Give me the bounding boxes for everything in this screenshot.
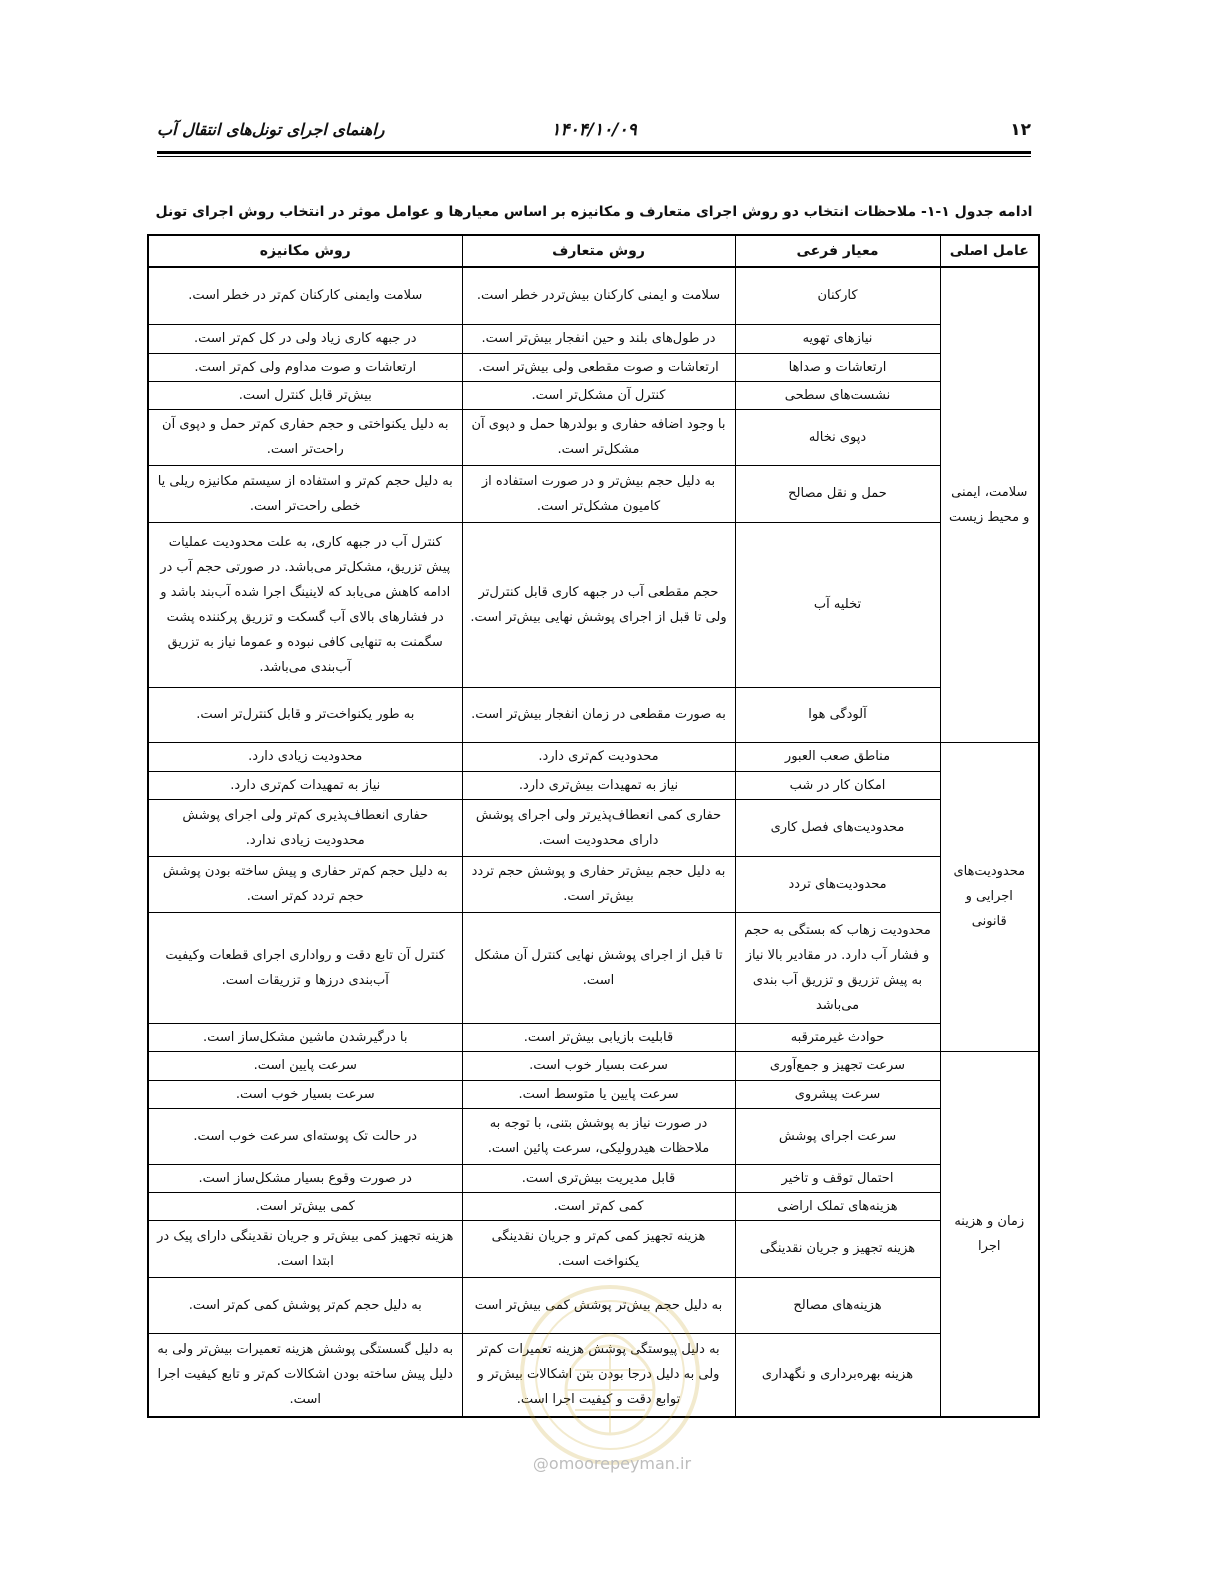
- table-row: [148, 742, 1039, 771]
- main-factor-cell: محدودیت‌های اجرایی و قانونی: [940, 742, 1039, 1051]
- table-row: [148, 465, 1039, 522]
- sub-criterion-cell: ارتعاشات و صداها: [735, 353, 940, 381]
- sub-criterion-cell: دپوی نخاله: [735, 409, 940, 465]
- table-row: [148, 1220, 1039, 1277]
- page-number: ۱۲: [1010, 120, 1031, 140]
- mechanized-cell: به دلیل حجم کم‌تر و استفاده از سیستم مکانیزه ریلی یا خطی راحت‌تر است.: [148, 465, 462, 522]
- header-date: ۱۴۰۴/۱۰/۰۹: [551, 120, 637, 140]
- conventional-cell: با وجود اضافه حفاری و بولدرها حمل و دپوی آن مشکل‌تر است.: [462, 409, 735, 465]
- mechanized-cell: به دلیل حجم کم‌تر حفاری و پیش ساخته بودن پوشش حجم تردد کم‌تر است.: [148, 856, 462, 912]
- conventional-cell: محدودیت کم‌تری دارد.: [462, 742, 735, 771]
- mechanized-cell: حفاری انعطاف‌پذیری کم‌تر ولی اجرای پوشش محدودیت زیادی ندارد.: [148, 799, 462, 856]
- watermark-text: @omoorepeyman.ir: [532, 1454, 692, 1473]
- mechanized-cell: نیاز به تمهیدات کم‌تری دارد.: [148, 771, 462, 799]
- table-row: [148, 381, 1039, 409]
- sub-criterion-cell: هزینه تجهیز و جریان نقدینگی: [735, 1220, 940, 1277]
- table-row: [148, 912, 1039, 1023]
- mechanized-cell: در جبهه کاری زیاد ولی در کل کم‌تر است.: [148, 324, 462, 353]
- mechanized-cell: هزینه تجهیز کمی بیش‌تر و جریان نقدینگی دارای پیک در ابتدا است.: [148, 1220, 462, 1277]
- conventional-cell: حفاری کمی انعطاف‌پذیرتر ولی اجرای پوشش دارای محدودیت است.: [462, 799, 735, 856]
- sub-criterion-cell: مناطق صعب العبور: [735, 742, 940, 771]
- table-row: [148, 267, 1039, 324]
- mechanized-cell: به دلیل حجم کم‌تر پوشش کمی کم‌تر است.: [148, 1277, 462, 1333]
- conventional-cell: به دلیل حجم بیش‌تر پوشش کمی بیش‌تر است: [462, 1277, 735, 1333]
- sub-criterion-cell: کارکنان: [735, 267, 940, 324]
- conventional-cell: تا قبل از اجرای پوشش نهایی کنترل آن مشکل است.: [462, 912, 735, 1023]
- sub-criterion-cell: هزینه بهره‌برداری و نگهداری: [735, 1333, 940, 1417]
- table-row: [148, 353, 1039, 381]
- table-row: [148, 1080, 1039, 1108]
- sub-criterion-cell: سرعت پیشروی: [735, 1080, 940, 1108]
- table-row: [148, 1164, 1039, 1192]
- mechanized-cell: کمی بیش‌تر است.: [148, 1192, 462, 1220]
- table-row: [148, 687, 1039, 742]
- conventional-cell: به دلیل حجم بیش‌تر و در صورت استفاده از کامیون مشکل‌تر است.: [462, 465, 735, 522]
- conventional-cell: قابلیت بازیابی بیش‌تر است.: [462, 1023, 735, 1051]
- mechanized-cell: کنترل آب در جبهه کاری، به علت محدودیت عملیات پیش تزریق، مشکل‌تر می‌باشد. در صورتی حجم آب در ادامه کاهش می‌یابد که لاینینگ اجرا شده آب‌بند باشد و در فشارهای بالای آب گسکت و تزریق پرکننده پشت سگمنت به تنهایی کافی نبوده و عموما نیاز به تزریق آب‌بندی می‌باشد.: [148, 522, 462, 687]
- table-row: [148, 522, 1039, 687]
- conventional-cell: هزینه تجهیز کمی کم‌تر و جریان نقدینگی یکنواخت است.: [462, 1220, 735, 1277]
- sub-criterion-cell: امکان کار در شب: [735, 771, 940, 799]
- conventional-cell: ارتعاشات و صوت مقطعی ولی بیش‌تر است.: [462, 353, 735, 381]
- conventional-cell: قابل مدیریت بیش‌تری است.: [462, 1164, 735, 1192]
- mechanized-cell: سلامت وایمنی کارکنان کم‌تر در خطر است.: [148, 267, 462, 324]
- conventional-cell: کمی کم‌تر است.: [462, 1192, 735, 1220]
- sub-criterion-cell: محدودیت زهاب که بستگی به حجم و فشار آب دارد. در مقادیر بالا نیاز به پیش تزریق و تزریق آب بندی می‌باشد: [735, 912, 940, 1023]
- conventional-cell: کنترل آن مشکل‌تر است.: [462, 381, 735, 409]
- header-main-factor: عامل اصلی: [940, 235, 1039, 267]
- table-header-row: [148, 235, 1039, 267]
- sub-criterion-cell: هزینه‌های تملک اراضی: [735, 1192, 940, 1220]
- mechanized-cell: به دلیل یکنواختی و حجم حفاری کم‌تر حمل و دپوی آن راحت‌تر است.: [148, 409, 462, 465]
- sub-criterion-cell: سرعت اجرای پوشش: [735, 1108, 940, 1164]
- table-row: [148, 1023, 1039, 1051]
- seal-watermark-icon: [515, 1280, 705, 1470]
- conventional-cell: به دلیل حجم بیش‌تر حفاری و پوشش حجم تردد بیش‌تر است.: [462, 856, 735, 912]
- sub-criterion-cell: حمل و نقل مصالح: [735, 465, 940, 522]
- conventional-cell: سرعت پایین یا متوسط است.: [462, 1080, 735, 1108]
- mechanized-cell: سرعت بسیار خوب است.: [148, 1080, 462, 1108]
- table-row: [148, 1108, 1039, 1164]
- mechanized-cell: کنترل آن تابع دقت و رواداری اجرای قطعات وکیفیت آب‌بندی درزها و تزریقات است.: [148, 912, 462, 1023]
- sub-criterion-cell: محدودیت‌های تردد: [735, 856, 940, 912]
- mechanized-cell: با درگیرشدن ماشین مشکل‌ساز است.: [148, 1023, 462, 1051]
- conventional-cell: در طول‌های بلند و حین انفجار بیش‌تر است.: [462, 324, 735, 353]
- header-rule-thick: [157, 151, 1031, 154]
- table-row: [148, 771, 1039, 799]
- sub-criterion-cell: نشست‌های سطحی: [735, 381, 940, 409]
- mechanized-cell: به طور یکنواخت‌تر و قابل کنترل‌تر است.: [148, 687, 462, 742]
- table-row: [148, 409, 1039, 465]
- sub-criterion-cell: سرعت تجهیز و جمع‌آوری: [735, 1051, 940, 1080]
- table-row: [148, 799, 1039, 856]
- header-conventional: روش متعارف: [462, 235, 735, 267]
- header-mechanized: روش مکانیزه: [148, 235, 462, 267]
- conventional-cell: نیاز به تمهیدات بیش‌تری دارد.: [462, 771, 735, 799]
- table-row: [148, 856, 1039, 912]
- mechanized-cell: بیش‌تر قابل کنترل است.: [148, 381, 462, 409]
- criteria-table: [147, 234, 1040, 1418]
- mechanized-cell: سرعت پایین است.: [148, 1051, 462, 1080]
- conventional-cell: سلامت و ایمنی کارکنان بیش‌تردر خطر است.: [462, 267, 735, 324]
- mechanized-cell: در حالت تک پوسته‌ای سرعت خوب است.: [148, 1108, 462, 1164]
- sub-criterion-cell: آلودگی هوا: [735, 687, 940, 742]
- sub-criterion-cell: هزینه‌های مصالح: [735, 1277, 940, 1333]
- conventional-cell: حجم مقطعی آب در جبهه کاری قابل کنترل‌تر ولی تا قبل از اجرای پوشش نهایی بیش‌تر است.: [462, 522, 735, 687]
- mechanized-cell: در صورت وقوع بسیار مشکل‌ساز است.: [148, 1164, 462, 1192]
- sub-criterion-cell: احتمال توقف و تاخیر: [735, 1164, 940, 1192]
- sub-criterion-cell: تخلیه آب: [735, 522, 940, 687]
- header-sub-criterion: معیار فرعی: [735, 235, 940, 267]
- table-row: [148, 1192, 1039, 1220]
- table-caption: ادامه جدول ۱-۱- ملاحظات انتخاب دو روش اجرای متعارف و مکانیزه بر اساس معیارها و عوامل موثر در انتخاب روش اجرای تونل: [155, 204, 1033, 220]
- mechanized-cell: ارتعاشات و صوت مداوم ولی کم‌تر است.: [148, 353, 462, 381]
- main-factor-cell: سلامت، ایمنی و محیط زیست: [940, 267, 1039, 742]
- mechanized-cell: محدودیت زیادی دارد.: [148, 742, 462, 771]
- conventional-cell: به صورت مقطعی در زمان انفجار بیش‌تر است.: [462, 687, 735, 742]
- conventional-cell: به دلیل پیوستگی پوشش هزینه تعمیرات کم‌تر ولی به دلیل درجا بودن بتن اشکالات بیش‌تر و توابع دقت و کیفیت اجرا است.: [462, 1333, 735, 1417]
- main-factor-cell: زمان و هزینه اجرا: [940, 1051, 1039, 1417]
- sub-criterion-cell: حوادث غیرمترقبه: [735, 1023, 940, 1051]
- sub-criterion-cell: نیازهای تهویه: [735, 324, 940, 353]
- header-title: راهنمای اجرای تونل‌های انتقال آب: [157, 120, 385, 139]
- conventional-cell: در صورت نیاز به پوشش بتنی، با توجه به ملاحظات هیدرولیکی، سرعت پائین است.: [462, 1108, 735, 1164]
- table-row: [148, 324, 1039, 353]
- sub-criterion-cell: محدودیت‌های فصل کاری: [735, 799, 940, 856]
- conventional-cell: سرعت بسیار خوب است.: [462, 1051, 735, 1080]
- table-row: [148, 1051, 1039, 1080]
- header-rule-thin: [157, 156, 1031, 157]
- page-header: [157, 118, 1031, 148]
- mechanized-cell: به دلیل گسستگی پوشش هزینه تعمیرات بیش‌تر ولی به دلیل پیش ساخته بودن اشکالات کم‌تر و تابع کیفیت اجرا است.: [148, 1333, 462, 1417]
